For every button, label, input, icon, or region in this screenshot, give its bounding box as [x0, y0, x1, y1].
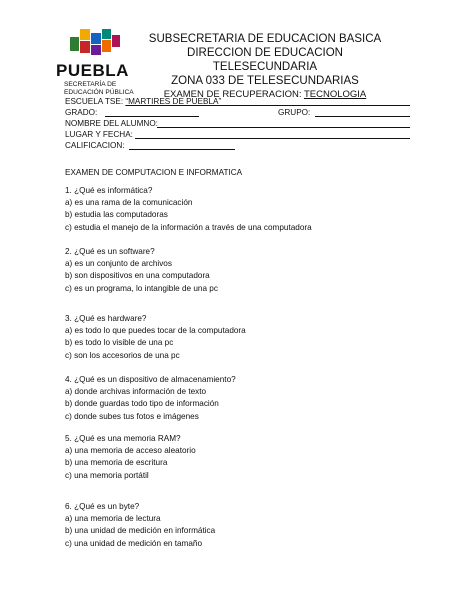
- question-text: 5. ¿Qué es una memoria RAM?: [65, 434, 181, 443]
- question-text: 2. ¿Qué es un software?: [65, 247, 155, 256]
- header-line3: ZONA 033 DE TELESECUNDARIAS: [171, 75, 359, 87]
- option-c: c) una unidad de medición en tamaño: [65, 538, 203, 548]
- option-a: a) es una rama de la comunicación: [65, 198, 193, 208]
- exam-prefix: EXAMEN DE RECUPERACION:: [163, 89, 304, 100]
- option-c: c) estudia el manejo de la información a través de una computadora: [65, 222, 312, 232]
- header-line1: SUBSECRETARIA DE EDUCACION BASICA: [148, 33, 382, 45]
- grupo-label: GRUPO:: [278, 108, 311, 117]
- nombre-field[interactable]: [157, 118, 410, 128]
- logo-brand: PUEBLA: [56, 61, 129, 80]
- option-c: c) una memoria portátil: [65, 470, 149, 480]
- option-b: b) una memoria de escritura: [65, 458, 168, 468]
- header-line2: DIRECCION DE EDUCACION TELESECUNDARIA: [187, 47, 343, 73]
- calificacion-field[interactable]: [129, 140, 235, 150]
- option-a: a) una memoria de acceso aleatorio: [65, 446, 196, 456]
- escuela-label: ESCUELA TSE:: [65, 97, 126, 106]
- option-b: b) es todo lo visible de una pc: [65, 338, 174, 348]
- question-6: [65, 501, 425, 550]
- puebla-emblem-icon: [66, 27, 126, 61]
- option-c: c) es un programa, lo intangible de una pc: [65, 283, 218, 293]
- question-text: 4. ¿Qué es un dispositivo de almacenamiento?: [65, 375, 236, 384]
- grado-label: GRADO:: [65, 108, 98, 117]
- puebla-logo: [56, 27, 142, 95]
- question-1: [65, 185, 425, 234]
- escuela-line[interactable]: [193, 96, 410, 106]
- grupo-field[interactable]: [315, 107, 410, 117]
- option-a: a) donde archivas información de texto: [65, 387, 207, 397]
- option-a: a) una memoria de lectura: [65, 514, 161, 524]
- question-4: [65, 374, 425, 423]
- question-text: 6. ¿Qué es un byte?: [65, 502, 140, 511]
- grado-field[interactable]: [105, 107, 199, 117]
- logo-subtitle: [64, 81, 142, 96]
- option-b: b) una unidad de medición en informática: [65, 526, 216, 536]
- lugar-fecha-field[interactable]: [135, 129, 410, 139]
- document-header: [140, 32, 390, 102]
- option-b: b) estudia las computadoras: [65, 210, 168, 220]
- option-a: a) es todo lo que puedes tocar de la computadora: [65, 326, 246, 336]
- question-5: [65, 433, 425, 482]
- exam-title: EXAMEN DE COMPUTACION E INFORMATICA: [65, 168, 243, 177]
- question-text: 1. ¿Qué es informática?: [65, 186, 153, 195]
- logo-subtitle-line1: SECRETARÍA DE: [64, 81, 117, 88]
- option-c: c) son los accesorios de una pc: [65, 350, 180, 360]
- option-b: b) donde guardas todo tipo de información: [65, 399, 219, 409]
- question-2: [65, 246, 425, 295]
- lugar-label: LUGAR Y FECHA:: [65, 130, 133, 139]
- option-b: b) son dispositivos en una computadora: [65, 271, 210, 281]
- logo-subtitle-line2: EDUCACIÓN PÚBLICA: [64, 88, 134, 96]
- calificacion-label: CALIFICACION:: [65, 141, 125, 150]
- exam-subject: TECNOLOGIA: [303, 89, 367, 100]
- nombre-label: NOMBRE DEL ALUMNO:: [65, 119, 158, 128]
- escuela-value: “MARTIRES DE PUEBLA”: [125, 97, 222, 106]
- option-c: c) donde subes tus fotos e imágenes: [65, 411, 199, 421]
- question-3: [65, 313, 425, 362]
- question-text: 3. ¿Qué es hardware?: [65, 314, 147, 323]
- option-a: a) es un conjunto de archivos: [65, 259, 172, 269]
